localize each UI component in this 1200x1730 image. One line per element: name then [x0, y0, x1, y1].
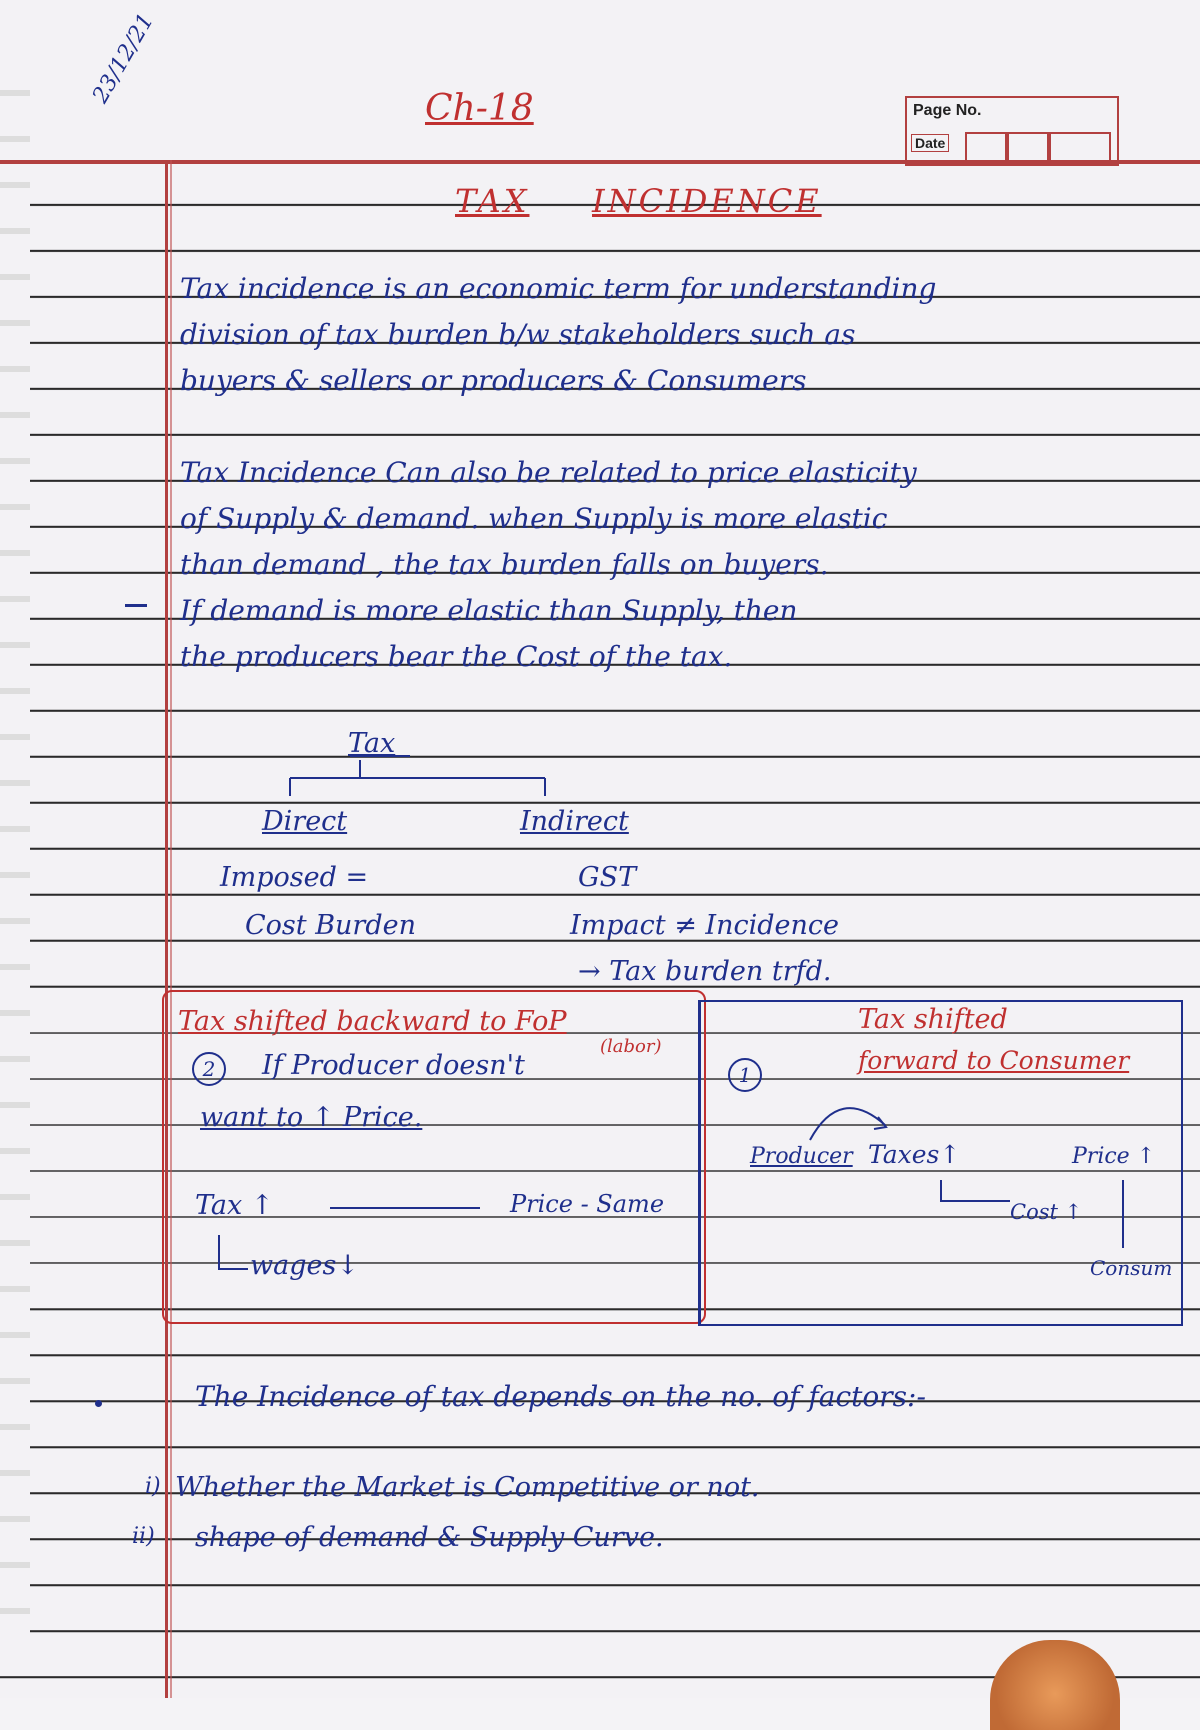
- wages-arrow-horizontal: [218, 1268, 248, 1270]
- forward-shift-title-1: Tax shifted: [858, 1004, 1008, 1035]
- backward-line-2: want to ↑ Price.: [200, 1102, 423, 1133]
- indirect-note-gst: GST: [578, 862, 637, 893]
- factor-item-1: Whether the Market is Competitive or not.: [175, 1472, 760, 1503]
- item-2-marker: ii): [132, 1524, 155, 1549]
- factor-item-2: shape of demand & Supply Curve.: [195, 1522, 664, 1553]
- forward-taxes-up: Taxes↑: [868, 1140, 961, 1169]
- forward-producer: Producer: [750, 1144, 853, 1169]
- indirect-note-burden-transferred: → Tax burden trfd.: [578, 956, 832, 987]
- forward-price-up: Price ↑: [1072, 1144, 1156, 1169]
- tax-tree-lines: [250, 720, 650, 800]
- item-1-marker: i): [145, 1474, 161, 1499]
- margin-line: [165, 160, 168, 1698]
- forward-shift-title-2: forward to Consumer: [858, 1046, 1130, 1075]
- tree-direct: Direct: [262, 806, 348, 837]
- wages-arrow-vertical: [218, 1235, 220, 1270]
- text-line: division of tax burden b/w stakeholders such as: [180, 318, 856, 351]
- forward-cost-up: Cost ↑: [1010, 1200, 1083, 1224]
- direct-note-cost-burden: Cost Burden: [245, 910, 416, 941]
- text-line: than demand , the tax burden falls on buyers.: [180, 548, 829, 581]
- text-line: Tax incidence is an economic term for understanding: [180, 272, 937, 305]
- cost-arrow-horizontal: [940, 1200, 1010, 1202]
- backward-tax-up: Tax ↑: [195, 1190, 274, 1221]
- indirect-note-impact: Impact ≠ Incidence: [570, 910, 839, 941]
- date-box-3: [1049, 132, 1111, 162]
- backward-price-same: Price - Same: [510, 1190, 665, 1218]
- chapter-heading: Ch-18: [425, 88, 534, 129]
- paragraph-elasticity: [180, 450, 1170, 680]
- page-number-box: [905, 96, 1119, 166]
- notebook-spine: [0, 50, 30, 1650]
- producer-arc-arrow: [800, 1085, 910, 1145]
- paragraph-definition: [180, 266, 1170, 404]
- backward-shift-title: Tax shifted backward to FoP: [178, 1006, 567, 1037]
- backward-line-1: If Producer doesn't: [262, 1050, 525, 1081]
- text-line: of Supply & demand. when Supply is more elastic: [180, 502, 888, 535]
- direct-note-imposed: Imposed =: [220, 862, 369, 893]
- page-no-label: Page No.: [913, 102, 982, 119]
- date-box-1: [965, 132, 1007, 162]
- forward-consumer: Consum: [1090, 1256, 1173, 1280]
- date-box-2: [1007, 132, 1049, 162]
- case-number-2: 2: [192, 1052, 226, 1086]
- price-arrow-vertical: [1122, 1180, 1124, 1248]
- date-label: Date: [911, 134, 949, 152]
- backward-arrow: [330, 1207, 480, 1209]
- text-line: Tax Incidence Can also be related to price elasticity: [180, 456, 917, 489]
- tree-indirect: Indirect: [520, 806, 629, 837]
- cost-arrow-vertical: [940, 1180, 942, 1202]
- backward-shift-subtitle: (labor): [600, 1036, 662, 1057]
- text-line: If demand is more elastic than Supply, then: [180, 594, 798, 627]
- title-word-incidence: INCIDENCE: [592, 182, 822, 220]
- margin-line-secondary: [170, 160, 172, 1698]
- handwritten-date: 23/12/21: [88, 9, 160, 108]
- case-number-1: 1: [728, 1058, 762, 1092]
- bullet-point: [95, 1400, 102, 1407]
- tree-root: Tax: [348, 728, 396, 759]
- title-word-tax: TAX: [455, 182, 530, 220]
- backward-wages-down: wages↓: [250, 1250, 359, 1281]
- margin-dash: [125, 604, 147, 607]
- factors-heading: The Incidence of tax depends on the no. of factors:-: [195, 1380, 926, 1413]
- text-line: buyers & sellers or producers & Consumers: [180, 364, 807, 397]
- text-line: the producers bear the Cost of the tax.: [180, 640, 733, 673]
